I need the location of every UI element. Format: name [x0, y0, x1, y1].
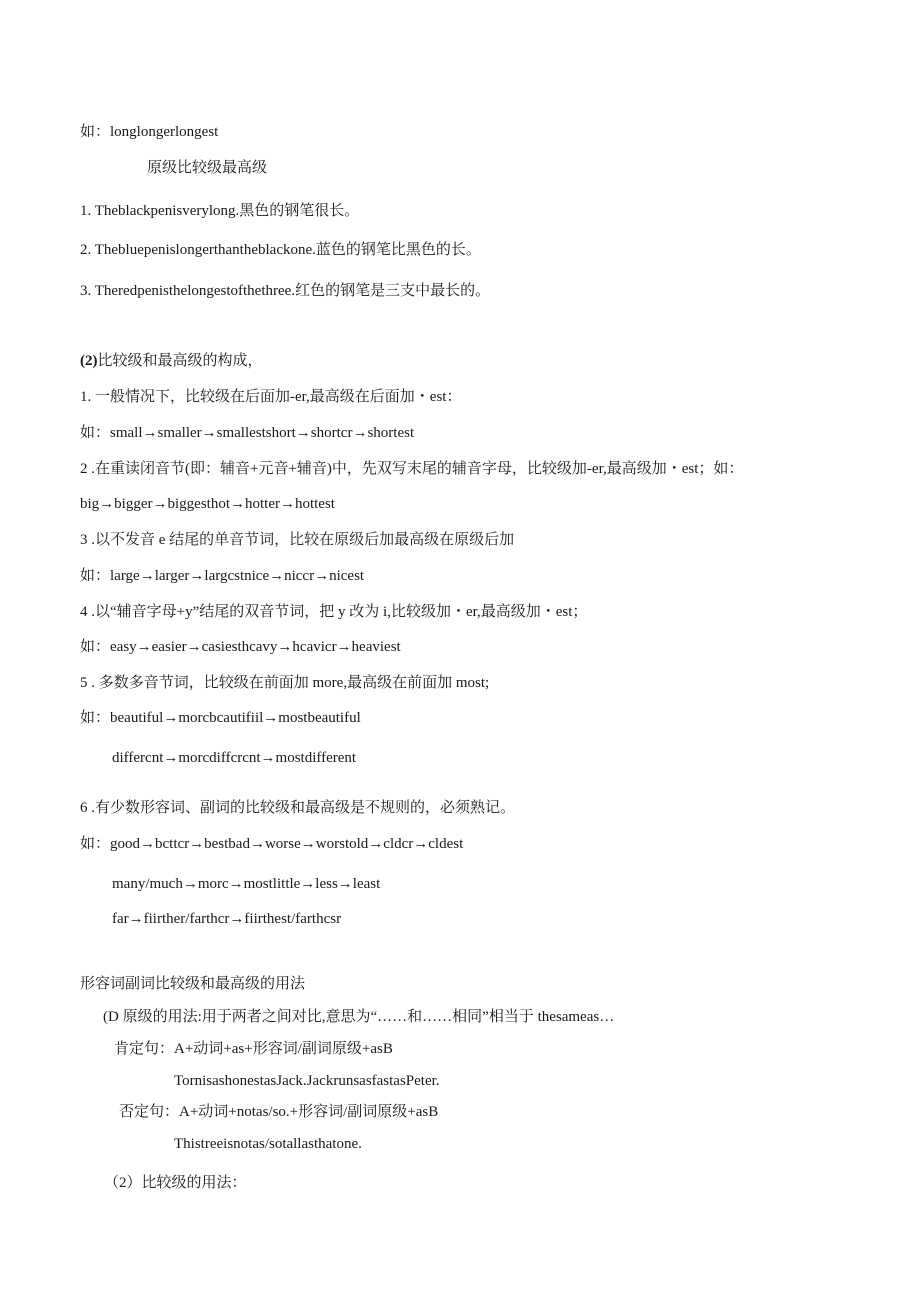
rule-6-example-2: many/much→morc→mostlittle→less→least: [112, 876, 381, 892]
negative-example: Thistreeisnotas/sotallasthatone.: [174, 1136, 362, 1152]
section-title: 比较级和最高级的构成，: [97, 353, 263, 369]
section-heading-formation: [80, 351, 263, 371]
rule-4-example: 如：easy→easier→casiesthcavy→hcavicr→heaviest: [80, 639, 401, 655]
rule-3: 3 .以不发音 e 结尾的单音节词，比较在原级后加最高级在原级后加: [80, 532, 515, 548]
affirmative-pattern: 肯定句：A+动词+as+形容词/副词原级+asB: [114, 1041, 393, 1057]
rule-5-example-1: 如：beautiful→morcbcautifiil→mostbeautiful: [80, 710, 361, 726]
rule-2-example: big→bigger→biggesthot→hotter→hottest: [80, 496, 335, 512]
rule-6-example-3: far→fiirther/farthcr→fiirthest/farthcsr: [112, 911, 342, 927]
example-sentence-3: 3. Theredpenisthelongestofthethree.红色的钢笔是三支中最长的。: [80, 283, 491, 299]
rule-2: 2 .在重读闭音节(即：辅音+元音+辅音)中，先双写末尾的辅音字母，比较级加-er,最高级加・est；如：: [80, 461, 744, 477]
affirmative-example: TornisashonestasJack.JackrunsasfastasPeter.: [174, 1073, 440, 1089]
rule-5-example-2: differcnt→morcdiffcrcnt→mostdifferent: [112, 750, 357, 766]
usage-heading: 形容词副词比较级和最高级的用法: [80, 976, 306, 992]
rule-3-example: 如：large→larger→largcstnice→niccr→nicest: [80, 568, 365, 584]
section-number: (2): [80, 353, 98, 369]
rule-5: 5 . 多数多音节词，比较级在前面加 more,最高级在前面加 most;: [80, 675, 490, 691]
degree-labels: 原级比较级最高级: [147, 160, 268, 176]
example-long: 如：longlongerlongest: [80, 124, 219, 140]
rule-6-example-1: 如：good→bcttcr→bestbad→worse→worstold→cldcr→cldest: [80, 836, 464, 852]
rule-1: 1. 一般情况下，比较级在后面加-er,最高级在后面加・est：: [80, 389, 462, 405]
comparative-usage-heading: （2）比较级的用法：: [104, 1175, 247, 1191]
example-sentence-1: 1. Theblackpenisverylong.黑色的钢笔很长。: [80, 203, 360, 219]
positive-degree-usage: (D 原级的用法:用于两者之间对比,意思为“……和……相同”相当于 thesameas…: [103, 1009, 615, 1025]
rule-4: 4 .以“辅音字母+y”结尾的双音节词，把 y 改为 i,比较级加・er,最高级加・est；: [80, 604, 588, 620]
example-sentence-2: 2. Thebluepenislongerthantheblackone.蓝色的钢笔比黑色的长。: [80, 242, 481, 258]
negative-pattern: 否定句：A+动词+notas/so.+形容词/副词原级+asB: [119, 1104, 439, 1120]
rule-1-example: 如：small→smaller→smallestshort→shortcr→shortest: [80, 425, 415, 441]
rule-6: 6 .有少数形容词、副词的比较级和最高级是不规则的，必须熟记。: [80, 800, 516, 816]
